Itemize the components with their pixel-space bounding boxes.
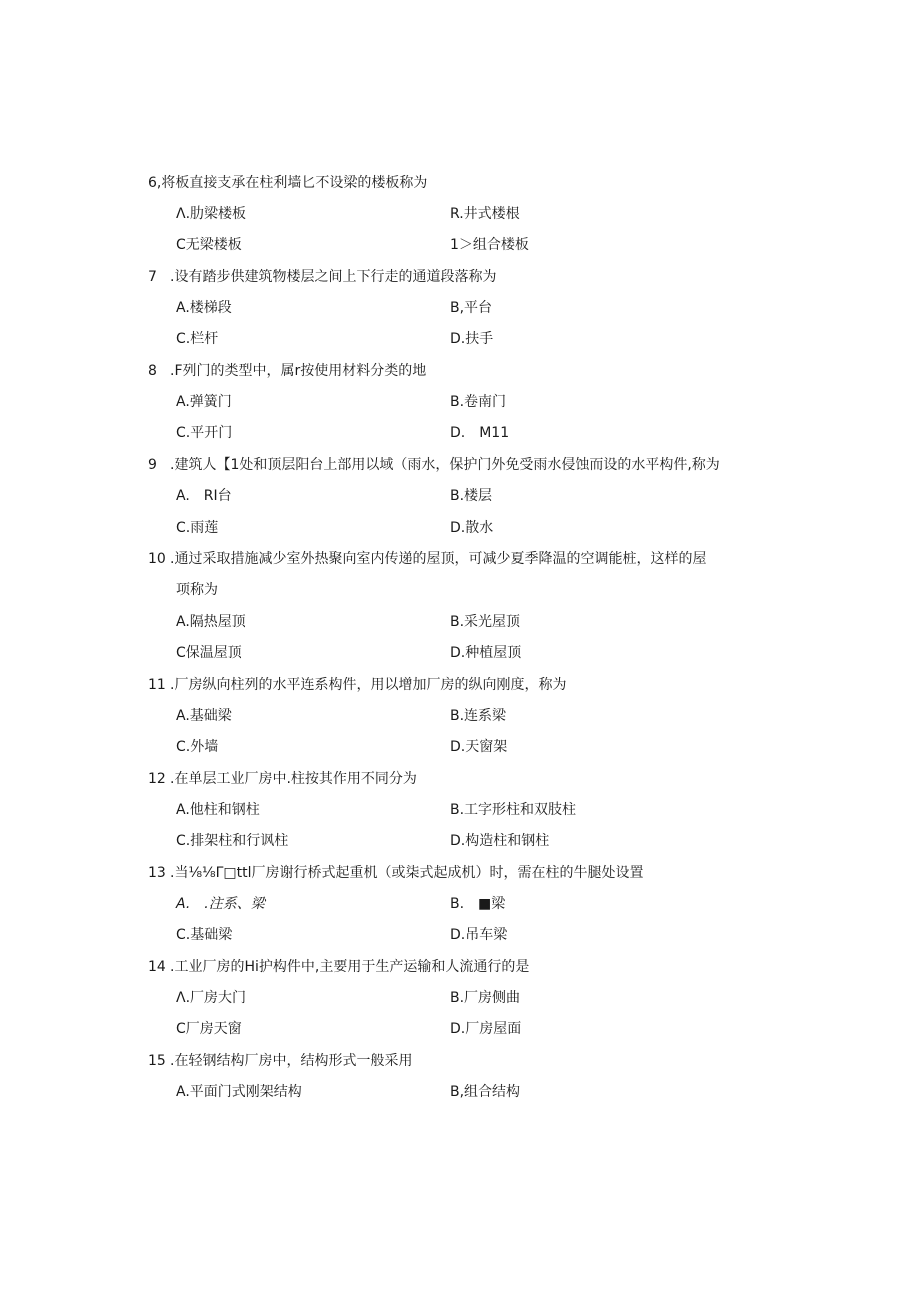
question-6-option-c: C无梁楼板 bbox=[176, 237, 242, 253]
question-10-option-c: C保温屋顶 bbox=[176, 645, 242, 661]
question-8-option-b: B.卷南门 bbox=[450, 394, 507, 410]
question-text: .设有踏步供建筑物楼层之间上下行走的通道段落称为 bbox=[170, 269, 497, 285]
question-number: 10 bbox=[148, 551, 166, 567]
question-12-option-b: B.工字形柱和双肢柱 bbox=[450, 802, 577, 818]
question-12-option-d: D.构造柱和钢柱 bbox=[450, 833, 550, 849]
question-15-option-a: A.平面门式刚架结构 bbox=[176, 1084, 302, 1100]
question-9-option-a: A. RI台 bbox=[176, 488, 232, 504]
question-13-option-d: D.吊车梁 bbox=[450, 927, 508, 943]
question-10-text-continued: 项称为 bbox=[176, 582, 218, 598]
question-14-option-a: Λ.厂房大门 bbox=[176, 990, 247, 1006]
question-text: .工业厂房的Hi护构件中,主要用于生产运输和人流通行的是 bbox=[170, 959, 530, 975]
question-7-option-b: B,平台 bbox=[450, 300, 493, 316]
question-text: .建筑人【1处和顶层阳台上部用以域（雨水，保护门外免受雨水侵蚀而设的水平构件,称为 bbox=[170, 457, 720, 473]
question-6-option-a: Λ.肋梁楼板 bbox=[176, 206, 247, 222]
question-14-option-c: C厂房天窗 bbox=[176, 1021, 242, 1037]
question-7-option-d: D.扶手 bbox=[450, 331, 494, 347]
question-14-option-d: D.厂房屋面 bbox=[450, 1021, 522, 1037]
question-8-option-a: A.弹簧门 bbox=[176, 394, 232, 410]
question-6-option-b: R.井式楼根 bbox=[450, 206, 520, 222]
question-number: 11 bbox=[148, 677, 166, 693]
question-7-option-c: C.栏杆 bbox=[176, 331, 219, 347]
question-13-option-c: C.基础梁 bbox=[176, 927, 233, 943]
question-8-option-d: D. M11 bbox=[450, 425, 510, 441]
question-text: .在单层工业厂房中.柱按其作用不同分为 bbox=[170, 771, 417, 787]
question-text: .F列门的类型中，属r按使用材料分类的地 bbox=[170, 363, 427, 379]
question-number: 15 bbox=[148, 1053, 166, 1069]
question-6-stem: 6,将板直接支承在柱利墙匕不设梁的楼板称为 bbox=[148, 175, 428, 191]
question-11-option-b: B.连系梁 bbox=[450, 708, 507, 724]
question-9-option-c: C.雨莲 bbox=[176, 520, 219, 536]
question-number: 12 bbox=[148, 771, 166, 787]
question-10-option-a: A.隔热屋顶 bbox=[176, 614, 246, 630]
question-7-option-a: A.楼梯段 bbox=[176, 300, 232, 316]
question-12-option-a: A.他柱和钢柱 bbox=[176, 802, 260, 818]
question-number: 8 bbox=[148, 363, 157, 379]
question-15-option-b: B,组合结构 bbox=[450, 1084, 521, 1100]
question-13-option-b: B. ■梁 bbox=[450, 896, 506, 912]
question-text: .通过采取措施减少室外热聚向室内传递的屋顶，可减少夏季降温的空调能桩，这样的屋 bbox=[170, 551, 707, 567]
question-8-option-c: C.平开门 bbox=[176, 425, 233, 441]
question-text: .在轻钢结构厂房中，结构形式一般采用 bbox=[170, 1053, 413, 1069]
question-9-option-d: D.散水 bbox=[450, 520, 494, 536]
question-10-option-b: B.采光屋顶 bbox=[450, 614, 521, 630]
question-number: 7 bbox=[148, 269, 157, 285]
question-text: .厂房纵向柱列的水平连系构件，用以增加厂房的纵向刚度，称为 bbox=[170, 677, 567, 693]
question-11-option-d: D.天窗架 bbox=[450, 739, 508, 755]
question-14-option-b: B.厂房侧曲 bbox=[450, 990, 521, 1006]
question-9-option-b: B.楼层 bbox=[450, 488, 493, 504]
question-number: 13 bbox=[148, 865, 166, 881]
question-13-option-a: A. .注系、梁 bbox=[176, 896, 265, 912]
question-text: .当⅛⅛Γ□ttl厂房谢行桥式起重机（或柒式起成机）时，需在柱的牛腿处设置 bbox=[170, 865, 644, 881]
question-11-option-c: C.外墙 bbox=[176, 739, 219, 755]
question-12-option-c: C.排架柱和行讽柱 bbox=[176, 833, 289, 849]
question-number: 14 bbox=[148, 959, 166, 975]
question-11-option-a: A.基础梁 bbox=[176, 708, 232, 724]
question-10-option-d: D.种植屋顶 bbox=[450, 645, 522, 661]
question-6-option-d: 1＞组合楼板 bbox=[450, 237, 529, 253]
question-number: 9 bbox=[148, 457, 157, 473]
